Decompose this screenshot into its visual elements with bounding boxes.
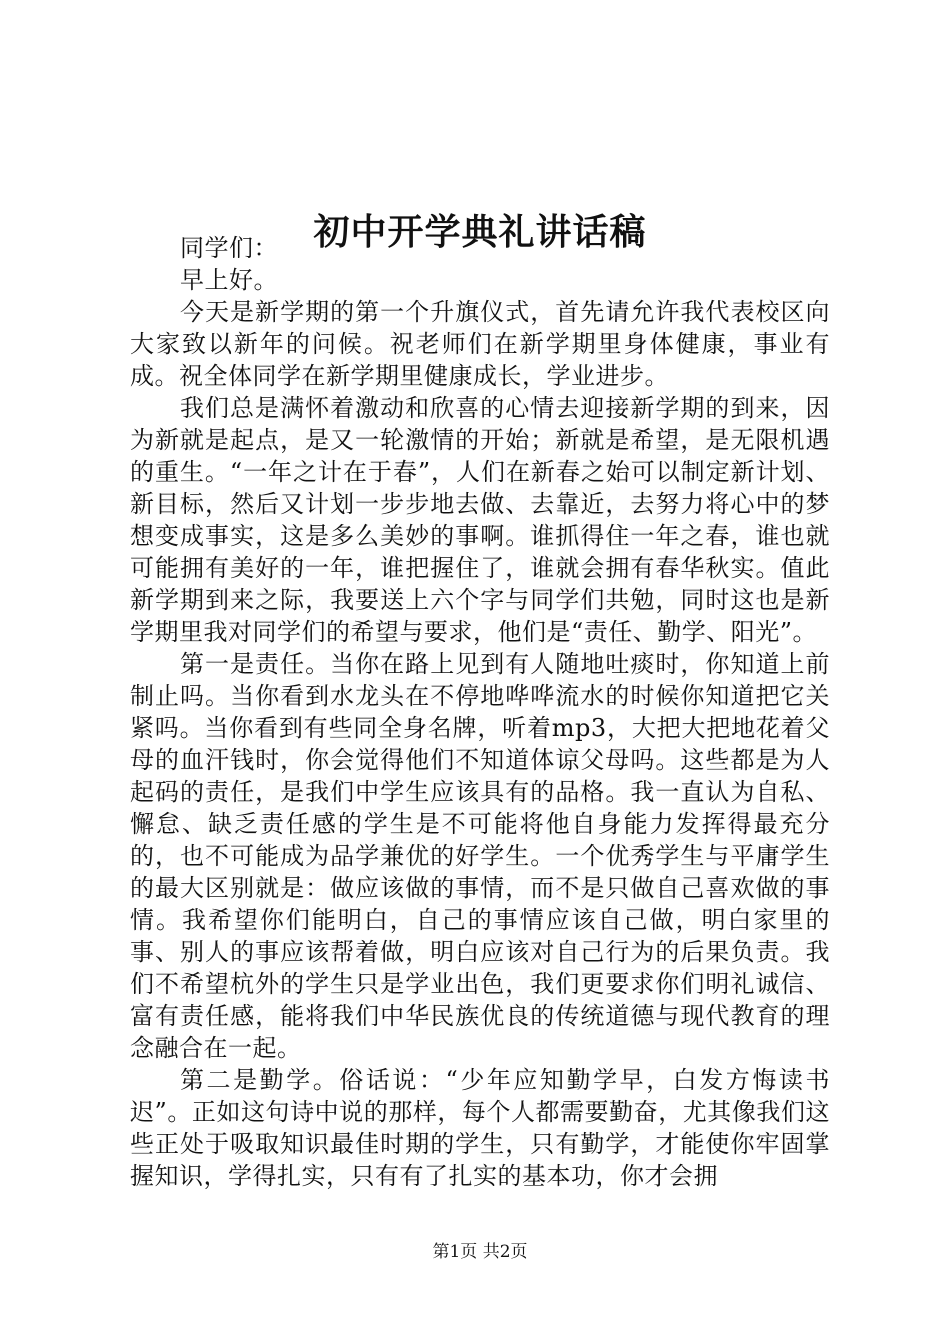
paragraph-intro: 今天是新学期的第一个升旗仪式，首先请允许我代表校区向大家致以新年的问候。祝老师们在新学期里身体健康，事业有成。祝全体同学在新学期里健康成长，学业进步。: [130, 298, 830, 390]
paragraph-diligence: 第二是勤学。俗话说：“少年应知勤学早，白发方悔读书迟”。正如这句诗中说的那样，每个人都需要勤奋，尤其像我们这些正处于吸取知识最佳时期的学生，只有勤学，才能使你牢固掌握知识，学得扎实，只有有了扎实的基本功，你才会拥: [130, 1066, 830, 1190]
paragraph-new-semester: 我们总是满怀着激动和欣喜的心情去迎接新学期的到来，因为新就是起点，是又一轮激情的开始；新就是希望，是无限机遇的重生。“一年之计在于春”，人们在新春之始可以制定新计划、新目标，然后又计划一步步地去做、去靠近，去努力将心中的梦想变成事实，这是多么美妙的事啊。谁抓得住一年之春，谁也就可能拥有美好的一年，谁把握住了，谁就会拥有春华秋实。值此新学期到来之际，我要送上六个字与同学们共勉，同时这也是新学期里我对同学们的希望与要求，他们是“责任、勤学、阳光”。: [130, 394, 830, 646]
paragraph-good-morning: 早上好。: [180, 266, 278, 294]
document-page: [130, 0, 830, 1344]
paragraph-greeting: 同学们：: [180, 234, 278, 262]
paragraph-responsibility: 第一是责任。当你在路上见到有人随地吐痰时，你知道上前制止吗。当你看到水龙头在不停地哗哗流水的时候你知道把它关紧吗。当你看到有些同全身名牌，听着mp3，大把大把地花着父母的血汗钱时，你会觉得他们不知道体谅父母吗。这些都是为人起码的责任，是我们中学生应该具有的品格。我一直认为自私、懈怠、缺乏责任感的学生是不可能将他自身能力发挥得最充分的，也不可能成为品学兼优的好学生。一个优秀学生与平庸学生的最大区别就是：做应该做的事情，而不是只做自己喜欢做的事情。我希望你们能明白，自己的事情应该自己做，明白家里的事、别人的事应该帮着做，明白应该对自己行为的后果负责。我们不希望杭外的学生只是学业出色，我们更要求你们明礼诚信、富有责任感，能将我们中华民族优良的传统道德与现代教育的理念融合在一起。: [130, 650, 830, 1062]
document-title: 初中开学典礼讲话稿: [313, 211, 647, 254]
document-body: [130, 232, 830, 1192]
page-footer: 第1页 共2页: [432, 1242, 528, 1262]
